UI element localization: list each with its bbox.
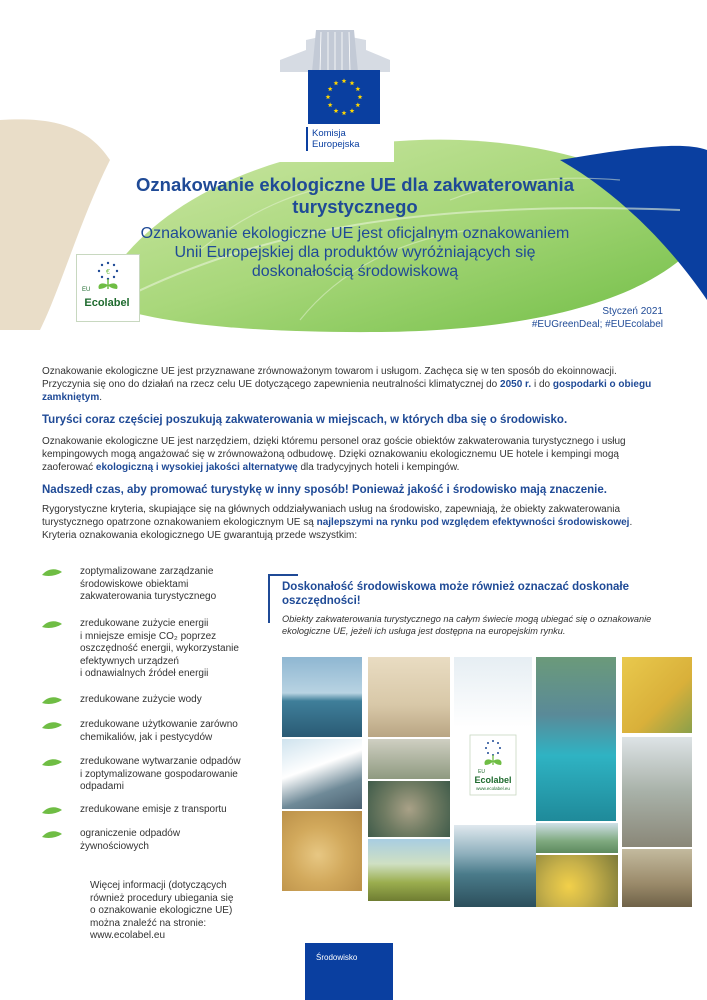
paragraph-highlight: ekologiczną i wysokiej jakości alternatywę <box>95 462 298 473</box>
paragraph-text: . Kryteria oznakowania ekologicznego UE gwarantują przede wszystkim: <box>42 517 633 541</box>
photo-tea-cup <box>368 781 450 837</box>
list-item-text: ograniczenie odpadów żywnościowych <box>80 828 181 852</box>
paragraph-text: Oznakowanie ekologiczne UE jest narzędziem, dzięki któremu personel oraz goście obiektów zakwaterowania turystycznego i usług kempingowych mogą angażować się w zrównoważoną odbudowę. Dzięki oznakowaniu ekologicznemu UE hotele i kempingi mogą zaoferować <box>42 436 626 473</box>
list-item-text: zredukowane emisje z transportu <box>80 804 227 815</box>
more-info-text: Więcej informacji (dotyczących również procedury ubiegania się o oznakowanie ekologiczne UE) można znaleźć na stronie: www.ecolabel.eu <box>90 880 234 941</box>
photo-mountain-lake <box>454 825 536 907</box>
commission-name: Komisja Europejska <box>312 128 360 150</box>
publication-date <box>470 305 663 331</box>
footer-category-tag <box>305 943 393 1000</box>
photo-surfer <box>368 657 450 737</box>
intro-text: Oznakowanie ekologiczne UE jest przyznawane zrównoważonym towarom i usługom. Zachęca się w ten sposób do ekoinnowacji. Przyczynia się ono do działań na rzecz celu UE dotyczącego zapewnienia neutralności klimatycznej do <box>42 366 617 390</box>
page-title: Oznakowanie ekologiczne UE dla zakwaterowania turystycznego <box>136 174 574 217</box>
intro-highlight-economy: gospodarki o obiegu zamkniętym <box>42 379 652 403</box>
box-heading: Doskonałość środowiskowa może również oznaczać doskonałe oszczędności! <box>282 581 630 607</box>
photo-tree <box>368 839 450 901</box>
photo-scarf-sky <box>454 657 532 727</box>
photo-swing-lake <box>536 657 616 821</box>
list-item-text: zredukowane zużycie energii i mniejsze emisje CO₂ poprzez oszczędność energii, wykorzystanie efektywnych urządzeń i odnawialnych źródeł energii <box>80 618 239 679</box>
paragraph-text: Rygorystyczne kryteria, skupiające się na głównych oddziaływaniach usług na środowisko, zapewniają, że obiekty zakwaterowania turystycznego opatrzone oznakowaniem ekologicznym UE są <box>42 504 621 528</box>
photo-hiker <box>622 737 692 847</box>
list-item-text: zredukowane wytwarzanie odpadów i zoptymalizowane gospodarowanie odpadami <box>80 756 241 792</box>
photo-forest <box>368 739 450 779</box>
collage-ecolabel-text: Ecolabel <box>474 775 512 785</box>
footer-category-text: Środowisko <box>316 953 358 962</box>
berlaymont-building-icon <box>276 0 394 72</box>
photo-hills <box>536 823 618 853</box>
lead-heading-2: Nadszedł czas, aby promować turystykę w inny sposób! Ponieważ jakość i środowisko mają znaczenie. <box>42 484 607 496</box>
photo-terrace <box>622 849 692 907</box>
leaf-bullet-icon <box>42 568 62 578</box>
commission-divider <box>306 127 308 151</box>
ecolabel-eu-text: EU <box>82 287 91 293</box>
intro-text: i do <box>531 379 553 390</box>
leaf-bullet-icon <box>42 696 62 706</box>
paragraph-highlight: najlepszymi na rynku pod względem efektywności środowiskowej <box>316 517 630 528</box>
leaf-bullet-icon <box>42 806 62 816</box>
intro-paragraph <box>42 365 667 404</box>
photo-straw-hat <box>282 811 362 891</box>
leaf-bullet-icon <box>42 721 62 731</box>
list-item-text: zredukowane zużycie wody <box>80 694 202 705</box>
lead-heading-1: Turyści coraz częściej poszukują zakwaterowania w miejscach, w których dba się o środowisko. <box>42 414 568 426</box>
photo-bicycle <box>622 657 692 733</box>
photo-boat <box>282 739 362 809</box>
paragraph-3 <box>42 503 667 542</box>
ecolabel-text: Ecolabel <box>84 297 130 309</box>
svg-text:€: € <box>106 269 110 276</box>
box-border-top <box>268 574 298 576</box>
photo-lake-shore <box>282 657 362 737</box>
list-item-text: zredukowane użytkowanie zarówno chemikaliów, jak i pestycydów <box>80 719 238 743</box>
photo-yellow-flowers <box>536 855 618 907</box>
collage-ecolabel-url: www.ecolabel.eu <box>476 786 510 791</box>
hashtags: #EUGreenDeal; #EUEcolabel <box>531 319 663 330</box>
date-text: Styczeń 2021 <box>602 306 663 317</box>
eu-flag-icon <box>308 70 380 124</box>
box-text: Obiekty zakwaterowania turystycznego na całym świecie mogą ubiegać się o oznakowanie ekologiczne UE, jeżeli ich usługa jest dostępna na europejskim rynku. <box>282 614 652 636</box>
leaf-bullet-icon <box>42 830 62 840</box>
collage-ecolabel-eu: EU <box>478 769 485 775</box>
intro-text: . <box>99 392 103 403</box>
page-subtitle: Oznakowanie ekologiczne UE jest oficjalnym oznakowaniem Unii Europejskiej dla produktów wyróżniających się doskonałością środowiskową <box>140 225 570 280</box>
leaf-bullet-icon <box>42 620 62 630</box>
leaf-bullet-icon <box>42 758 62 768</box>
intro-highlight-year: 2050 r. <box>500 379 532 390</box>
list-item-text: zoptymalizowane zarządzanie środowiskowe obiektami zakwaterowania turystycznego <box>80 566 217 602</box>
paragraph-text: dla tradycyjnych hoteli i kempingów. <box>297 462 460 473</box>
box-border-left <box>268 575 270 623</box>
paragraph-2 <box>42 435 667 474</box>
